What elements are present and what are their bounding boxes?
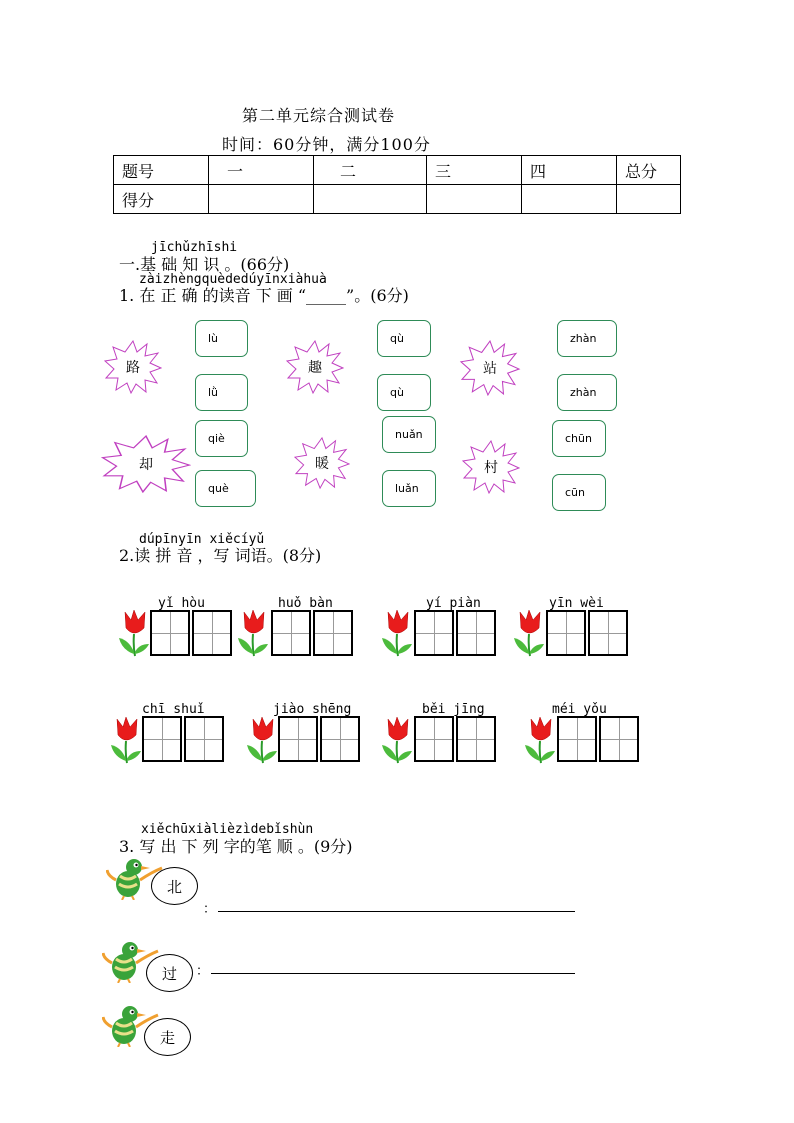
tulip-icon	[109, 715, 143, 769]
section1-heading: 一.基 础 知 识 。(66分)	[119, 255, 290, 274]
writing-cell[interactable]	[588, 610, 628, 656]
tulip-icon	[380, 608, 414, 662]
word-pinyin: běi jīng	[422, 702, 485, 717]
tulip-icon	[117, 608, 151, 662]
table-cell: 一	[209, 156, 314, 185]
q2-text: 2.读 拼 音 ，写 词语。(8分)	[119, 546, 322, 565]
pinyin-option[interactable]: chūn	[552, 420, 606, 457]
writing-cell[interactable]	[142, 716, 182, 762]
word-pinyin: chī shuǐ	[142, 702, 205, 717]
pinyin-option[interactable]: luǎn	[382, 470, 436, 507]
score-cell[interactable]	[427, 185, 522, 214]
tulip-icon	[245, 715, 279, 769]
writing-grid	[271, 610, 353, 656]
table-cell: 四	[522, 156, 617, 185]
score-table-header-row	[114, 156, 681, 185]
word-pinyin: yí piàn	[426, 596, 481, 611]
pinyin-option[interactable]: nuǎn	[382, 416, 436, 453]
score-cell[interactable]	[209, 185, 314, 214]
writing-cell[interactable]	[278, 716, 318, 762]
char: 路	[126, 360, 140, 376]
writing-grid	[557, 716, 639, 762]
score-cell[interactable]	[617, 185, 681, 214]
word-pinyin: jiào shēng	[273, 702, 352, 717]
q3-text: 3. 写 出 下 列 字的笔 顺 。(9分)	[119, 837, 353, 856]
table-cell: 得分	[114, 185, 209, 214]
writing-cell[interactable]	[557, 716, 597, 762]
star-badge	[286, 340, 344, 394]
section1-pinyin: jīchǔzhīshi	[151, 240, 238, 255]
word-pinyin: yīn wèi	[549, 596, 604, 611]
q2-pinyin: dúpīnyīn xiěcíyǔ	[139, 532, 265, 547]
writing-cell[interactable]	[599, 716, 639, 762]
table-cell: 三	[427, 156, 522, 185]
pinyin-option[interactable]: qù	[377, 320, 431, 357]
char: 村	[484, 460, 498, 476]
q3-pinyin: xiěchūxiàlièzìdebǐshùn	[141, 822, 314, 837]
writing-cell[interactable]	[456, 716, 496, 762]
char: 却	[139, 457, 153, 473]
star-badge	[459, 340, 521, 396]
star-badge	[101, 435, 191, 493]
char-bubble: 北	[151, 867, 198, 905]
tulip-icon	[523, 715, 557, 769]
writing-grid	[142, 716, 224, 762]
pinyin-option[interactable]: què	[195, 470, 256, 507]
tulip-icon	[512, 608, 546, 662]
pinyin-option[interactable]: lù	[195, 320, 248, 357]
writing-cell[interactable]	[271, 610, 311, 656]
star-badge	[462, 440, 520, 494]
char: 趣	[308, 360, 322, 376]
score-table	[113, 155, 681, 214]
writing-cell[interactable]	[414, 610, 454, 656]
writing-cell[interactable]	[546, 610, 586, 656]
score-table-score-row	[114, 185, 681, 214]
pinyin-option[interactable]: qiè	[195, 420, 248, 457]
pinyin-option[interactable]: zhàn	[557, 374, 617, 411]
writing-cell[interactable]	[150, 610, 190, 656]
char: 暖	[315, 456, 329, 472]
writing-grid	[278, 716, 360, 762]
writing-cell[interactable]	[320, 716, 360, 762]
writing-cell[interactable]	[313, 610, 353, 656]
score-cell[interactable]	[522, 185, 617, 214]
pinyin-option[interactable]: zhàn	[557, 320, 617, 357]
star-badge	[294, 436, 350, 490]
word-pinyin: méi yǒu	[552, 702, 607, 717]
page-title: 第二单元综合测试卷	[242, 106, 396, 125]
writing-cell[interactable]	[456, 610, 496, 656]
writing-cell[interactable]	[192, 610, 232, 656]
star-badge	[104, 340, 162, 394]
pinyin-option[interactable]: cūn	[552, 474, 606, 511]
pinyin-option[interactable]: lǜ	[195, 374, 248, 411]
table-cell: 二	[314, 156, 427, 185]
pinyin-option[interactable]: qù	[377, 374, 431, 411]
writing-grid	[546, 610, 628, 656]
writing-grid	[150, 610, 232, 656]
char: 站	[483, 361, 497, 377]
q1-text: 1. 在 正 确 的读音 下 画 “_____”。(6分)	[119, 286, 409, 305]
colon: ：	[196, 964, 210, 979]
writing-grid	[414, 610, 496, 656]
table-cell: 总分	[617, 156, 681, 185]
colon: ：	[203, 902, 217, 917]
char-bubble: 过	[146, 954, 193, 992]
word-pinyin: huǒ bàn	[278, 596, 333, 611]
score-cell[interactable]	[314, 185, 427, 214]
answer-line[interactable]	[218, 911, 575, 912]
page-subtitle: 时间：60分钟，满分100分	[222, 135, 431, 154]
tulip-icon	[236, 608, 270, 662]
q1-pinyin: zàizhèngquèdedúyīnxiàhuà	[139, 272, 327, 287]
writing-cell[interactable]	[414, 716, 454, 762]
writing-grid	[414, 716, 496, 762]
table-cell: 题号	[114, 156, 209, 185]
writing-cell[interactable]	[184, 716, 224, 762]
answer-line[interactable]	[211, 973, 575, 974]
char-bubble: 走	[144, 1018, 191, 1056]
word-pinyin: yǐ hòu	[158, 596, 205, 611]
tulip-icon	[380, 715, 414, 769]
